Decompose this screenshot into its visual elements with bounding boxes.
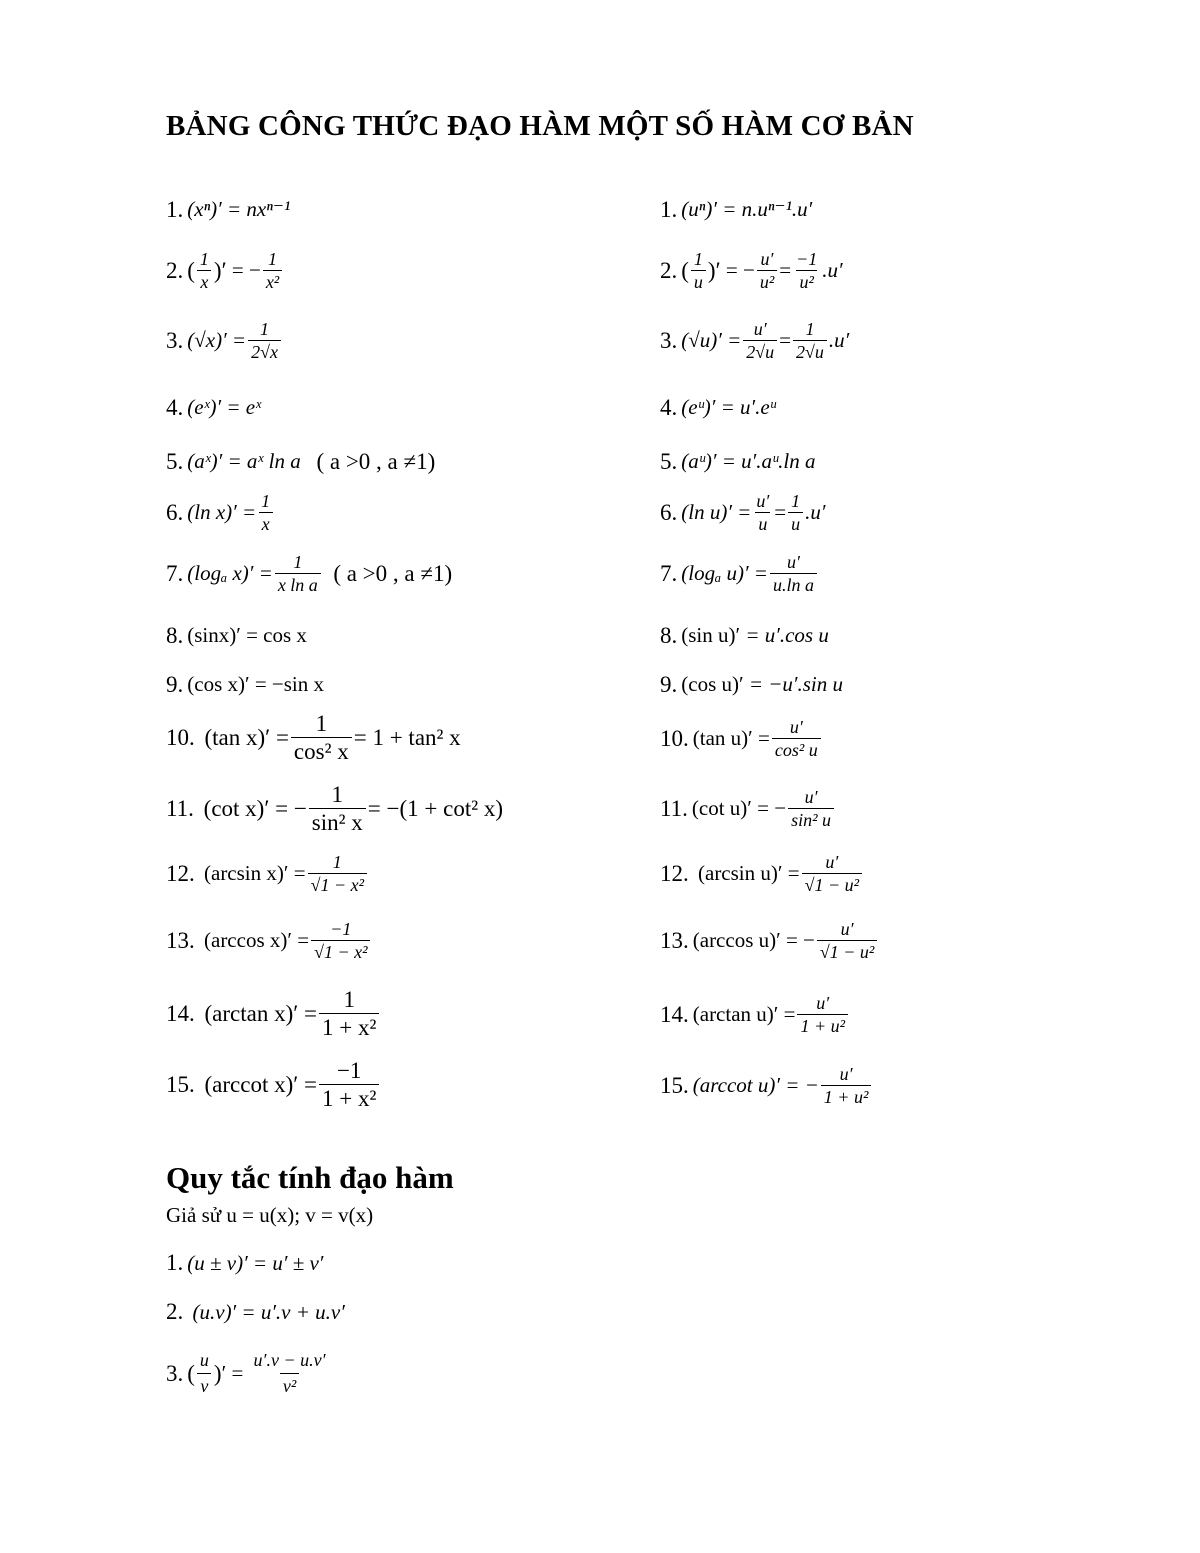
formula-lhs: (cot u)′ = − xyxy=(691,796,787,820)
formula-lhs: (tan u)′ = xyxy=(692,726,770,750)
formula-lhs: (arccos u)′ = − xyxy=(692,928,815,952)
formula-number: 5. xyxy=(660,449,678,474)
formula-row xyxy=(166,712,461,763)
formula-rhs: = aˣ ln a xyxy=(227,449,301,473)
formula-row xyxy=(660,718,823,759)
formula-number: 7. xyxy=(660,561,678,586)
formula-row xyxy=(660,450,816,473)
formula-rhs: = −sin x xyxy=(254,672,325,696)
formula-number: 4. xyxy=(166,395,184,420)
formula-number: 3. xyxy=(660,328,678,353)
formula-lhs: (arctan u)′ = xyxy=(692,1002,796,1026)
formula-number: 6. xyxy=(166,500,184,525)
rule-row xyxy=(166,1250,323,1276)
formula-row xyxy=(660,396,776,419)
formula-row xyxy=(660,920,879,961)
formula-lhs: (√u)′ = xyxy=(681,328,742,352)
formula-number: 12. xyxy=(660,861,689,886)
rule-row: 3. ( $\frac{u}{v}$ ) ′ = $\frac{u'.v - u.v'}{\text{v²}}$ xyxy=(166,1350,331,1397)
formula-rhs: = − xyxy=(231,258,261,282)
fraction: $\frac{u'}{\text{1 + u²}}$ xyxy=(821,1065,872,1106)
rule-row xyxy=(166,1299,345,1325)
fraction: $\frac{1}{\text{cos² x}}$ xyxy=(291,712,352,763)
formula-rhs: = nxⁿ⁻¹ xyxy=(227,197,291,221)
formula-lhs: (arccot x)′ = xyxy=(204,1072,317,1097)
formula-row xyxy=(166,1059,381,1110)
fraction: $\frac{u'}{\text{sin² u}}$ xyxy=(788,788,834,829)
formula-operator: = xyxy=(779,328,792,352)
page-title: BẢNG CÔNG THỨC ĐẠO HÀM MỘT SỐ HÀM CƠ BẢN xyxy=(166,110,914,142)
formula-lhs: (cos u)′ xyxy=(681,672,744,696)
formula-row: 2. ( $\frac{1}{x}$ )′ = − $\frac{1}{\text{x²}}$ xyxy=(166,250,284,291)
formula-lhs: (arctan x)′ = xyxy=(204,1001,317,1026)
formula-lhs: (ln u)′ = xyxy=(681,500,752,524)
formula-rhs: .u′ xyxy=(805,500,826,524)
formula-lhs: (arccot u)′ = − xyxy=(692,1073,819,1097)
formula-lhs: (arcsin u)′ = xyxy=(698,861,800,885)
formula-lhs: (cos x)′ xyxy=(187,672,250,696)
fraction: $\frac{1}{2√u}$ xyxy=(793,320,827,361)
formula-lhs: (aˣ)′ xyxy=(187,449,223,473)
fraction: $\frac{1}{x}$ xyxy=(197,250,212,291)
formula-lhs: (ln x)′ = xyxy=(187,500,257,524)
formula-lhs: (sin u)′ xyxy=(681,623,741,647)
formula-number: 4. xyxy=(660,395,678,420)
formula-number: 3. xyxy=(166,328,184,353)
formula-lhs: (logₐ x)′ = xyxy=(187,561,273,585)
fraction: $\frac{1}{u}$ xyxy=(691,250,706,291)
fraction: $\frac{1}{\text{√1 − x²}}$ xyxy=(308,853,367,894)
formula-number: 2. xyxy=(166,258,184,283)
formula-number: 9. xyxy=(660,672,678,697)
formula-lhs: (sinx)′ xyxy=(187,623,241,647)
fraction: $\frac{1}{u}$ xyxy=(788,492,803,533)
fraction: $\frac{1}{2√x}$ xyxy=(248,320,281,361)
formula-number: 10. xyxy=(166,725,195,750)
formula-lhs: (eˣ)′ xyxy=(187,395,222,419)
fraction: $\frac{u'}{\text{1 + u²}}$ xyxy=(797,994,848,1035)
formula-lhs: (tan x)′ = xyxy=(204,725,289,750)
formula-rhs: = −(1 + cot² x) xyxy=(367,796,504,821)
assumption-line: Giả sử u = u(x); v = v(x) xyxy=(166,1203,374,1227)
formula-row xyxy=(166,988,381,1039)
formula-number: 1. xyxy=(660,197,678,222)
formula-row xyxy=(166,492,275,533)
formula-condition: ( a >0 , a ≠1) xyxy=(333,561,453,586)
fraction: $\frac{1}{\text{sin² x}}$ xyxy=(309,783,366,834)
fraction: $\frac{-1}{\text{u²}}$ xyxy=(796,249,818,292)
formula-number: 10. xyxy=(660,726,689,751)
formula-row xyxy=(660,492,825,533)
formula-row xyxy=(166,450,435,473)
formula-lhs: (logₐ u)′ = xyxy=(681,561,768,585)
fraction: $\frac{u'}{\text{cos² u}}$ xyxy=(772,718,821,759)
formula-number: 14. xyxy=(660,1002,689,1027)
formula-row xyxy=(166,553,452,594)
formula-row xyxy=(660,1065,873,1106)
fraction: $\frac{1}{\text{x²}}$ xyxy=(263,250,282,291)
formula-number: 1. xyxy=(166,197,184,222)
formula-rhs: = −u′.sin u xyxy=(748,672,844,696)
rule-number: 3. xyxy=(166,1360,184,1386)
formula-number: 14. xyxy=(166,1001,195,1026)
fraction: $\frac{u'}{\text{u.ln a}}$ xyxy=(770,553,817,594)
formula-rhs: = u′.eᵘ xyxy=(720,395,776,419)
formula-row xyxy=(166,920,372,961)
formula-row xyxy=(166,783,503,834)
formula-row xyxy=(660,553,819,594)
formula-operator: = xyxy=(774,500,787,524)
formula-lhs: (uⁿ)′ xyxy=(681,197,717,221)
fraction: $\frac{1}{\text{1 + x²}}$ xyxy=(319,988,379,1039)
fraction: $\frac{u'.v - u.v'}{\text{v²}}$ xyxy=(253,1350,326,1396)
formula-number: 8. xyxy=(166,623,184,648)
formula-number: 13. xyxy=(166,928,195,953)
formula-row xyxy=(166,198,290,221)
fraction: $\frac{1}{\text{x ln a}}$ xyxy=(275,553,321,594)
fraction: $\frac{u'}{\text{√1 − u²}}$ xyxy=(802,853,862,894)
rule-text: (u.v)′ = u′.v + u.v′ xyxy=(192,1299,345,1324)
formula-number: 15. xyxy=(660,1073,689,1098)
formula-condition: ( a >0 , a ≠1) xyxy=(316,449,436,474)
formula-row xyxy=(660,320,849,361)
formula-row xyxy=(660,788,836,829)
fraction: $\frac{-1}{\text{√1 − x²}}$ xyxy=(311,920,370,961)
rule-text: (u ± v)′ = u′ ± v′ xyxy=(187,1250,324,1275)
formula-rhs: = u′.cos u xyxy=(745,623,829,647)
fraction: $\frac{1}{x}$ xyxy=(258,492,273,533)
fraction: $\frac{u'}{u}$ xyxy=(756,491,770,534)
formula-rhs: .u′ xyxy=(828,328,850,352)
fraction: $\frac{u'}{2√u}$ xyxy=(743,320,777,361)
formula-operator: = − xyxy=(725,258,755,282)
rule-number: 1. xyxy=(166,1250,184,1275)
formula-row xyxy=(660,198,812,221)
rule-number: 2. xyxy=(166,1299,184,1324)
formula-number: 2. xyxy=(660,258,678,283)
formula-number: 13. xyxy=(660,928,689,953)
formula-number: 11. xyxy=(660,796,688,821)
fraction: $\frac{-1}{\text{1 + x²}}$ xyxy=(319,1059,379,1110)
formula-row: 2. ( $\frac{1}{u}$ )′ = − $\frac{u'}{\text{u²}}$ = $\frac{-1}{\text{u²}}$ .u′ xyxy=(660,249,843,292)
formula-lhs: (arcsin x)′ = xyxy=(204,861,306,885)
formula-rhs: = eˣ xyxy=(226,395,261,419)
formula-lhs: (eᵘ)′ xyxy=(681,395,716,419)
rules-heading: Quy tắc tính đạo hàm xyxy=(166,1160,454,1195)
fraction: $\frac{u'}{\text{√1 − u²}}$ xyxy=(817,920,877,961)
formula-operator: = xyxy=(779,258,792,282)
formula-lhs: (aᵘ)′ xyxy=(681,449,717,473)
formula-lhs: (arccos x)′ = xyxy=(204,928,310,952)
fraction: $\frac{u}{v}$ xyxy=(197,1350,212,1397)
formula-lhs: (cot x)′ = − xyxy=(203,796,307,821)
formula-number: 11. xyxy=(166,796,194,821)
formula-number: 6. xyxy=(660,500,678,525)
formula-row xyxy=(166,396,261,419)
formula-row xyxy=(660,994,850,1035)
fraction: $\frac{u'}{\text{u²}}$ xyxy=(757,250,777,291)
formula-number: 12. xyxy=(166,861,195,886)
formula-number: 15. xyxy=(166,1072,195,1097)
formula-lhs: (√x)′ = xyxy=(187,328,247,352)
formula-row xyxy=(166,320,283,361)
formula-rhs: = u′.aᵘ.ln a xyxy=(721,449,816,473)
formula-rhs: = cos x xyxy=(246,623,307,647)
formula-number: 7. xyxy=(166,561,184,586)
formula-row xyxy=(166,673,324,696)
formula-row xyxy=(660,624,829,647)
formula-rhs: = n.uⁿ⁻¹.u′ xyxy=(722,197,813,221)
formula-number: 9. xyxy=(166,672,184,697)
formula-row xyxy=(166,624,307,647)
formula-number: 8. xyxy=(660,623,678,648)
formula-number: 5. xyxy=(166,449,184,474)
formula-rhs: .u′ xyxy=(822,258,843,282)
rule-operator: ′ = xyxy=(221,1361,244,1385)
formula-row xyxy=(166,853,369,894)
formula-lhs: (xⁿ)′ xyxy=(187,197,222,221)
formula-row xyxy=(660,853,864,894)
formula-row xyxy=(660,673,843,696)
formula-rhs: = 1 + tan² x xyxy=(353,725,461,750)
